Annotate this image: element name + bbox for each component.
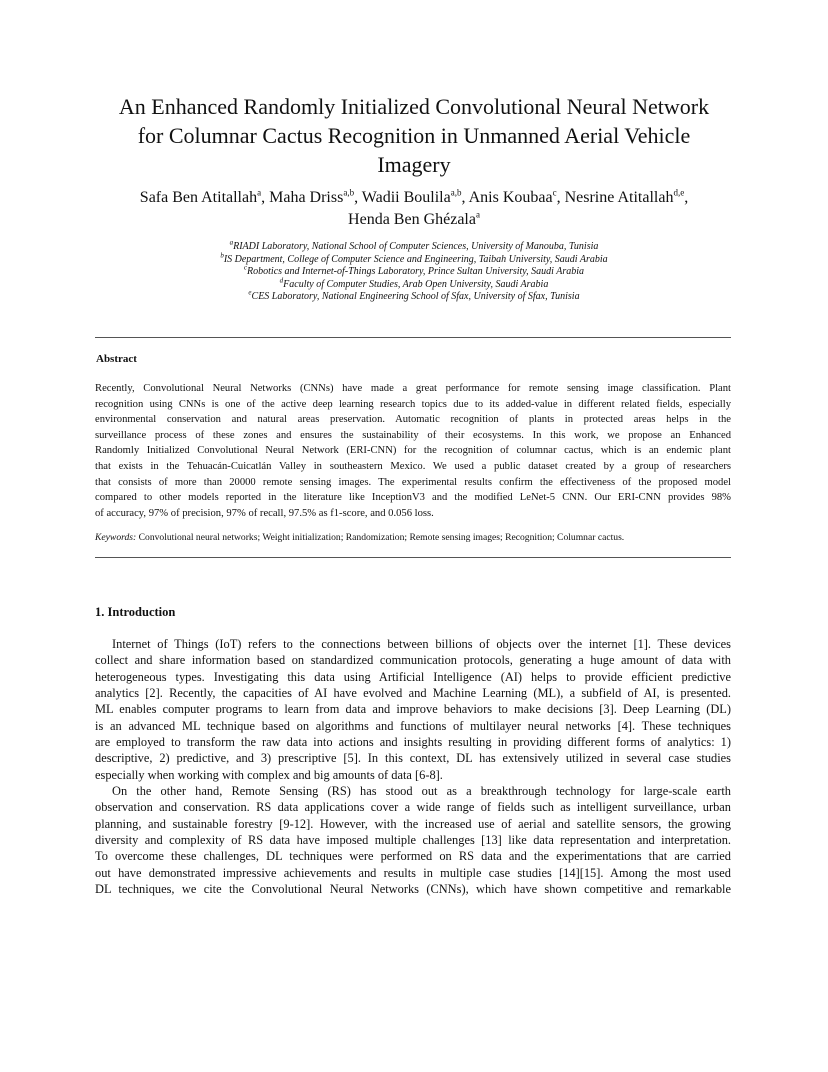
- paper-title: [60, 92, 768, 179]
- keywords: [95, 532, 624, 543]
- abstract-line: surveillance process of these zones and ensures the sustainability of their ecosystems. In this work, we propose an Enhanced: [95, 429, 731, 441]
- author-list: [60, 187, 768, 231]
- abstract-line: of accuracy, 97% of precision, 97% of recall, 97.5% as f1-score, and 0.056 loss.: [95, 507, 434, 519]
- paragraph-line: especially when working with complex and big amounts of data [6-8].: [95, 767, 443, 782]
- abstract-line: that exists in the Tehuacán-Cuicatlán Valley in southeastern Mexico. We used a public dataset created by a group of researchers: [95, 460, 731, 472]
- author-separator: ,: [556, 189, 565, 206]
- abstract-line: compared to other models reported in the literature like InceptionV3 and the modified LeNet-5 CNN. Our ERI-CNN provides 98%: [95, 492, 731, 504]
- affiliation-item: [60, 291, 768, 304]
- affiliation-mark: e: [248, 289, 252, 298]
- author-name: Wadii Boulila: [361, 189, 451, 206]
- author-name: Maha Driss: [269, 189, 344, 206]
- affiliation-item: [60, 263, 768, 279]
- affiliation-list: [60, 238, 768, 304]
- author-separator: ,: [684, 189, 689, 206]
- keywords-text: Convolutional neural networks; Weight initialization; Randomization; Remote sensing images; Recognition; Columnar cactus.: [136, 532, 625, 543]
- paragraph-line: are employed to transform the raw data into actions and insights resulting in providing different forms of analytics: 1): [95, 735, 731, 750]
- title-line: Imagery: [377, 152, 451, 177]
- affiliation-text: RIADI Laboratory, National School of Computer Sciences, University of Manouba, Tunisia: [233, 241, 599, 252]
- author-affiliation-mark: a,b: [450, 187, 462, 198]
- abstract-line: Recently, Convolutional Neural Networks (CNNs) have made a great performance for remote sensing image classification. Plant: [95, 383, 731, 394]
- affiliation-text: CES Laboratory, National Engineering School of Sfax, University of Sfax, Tunisia: [251, 291, 580, 303]
- author-affiliation-mark: a,b: [343, 187, 355, 198]
- affiliation-item: [60, 238, 768, 254]
- author-name: Safa Ben Atitallah: [139, 189, 258, 206]
- author-affiliation-mark: d,e: [673, 187, 685, 198]
- author-separator: ,: [261, 189, 270, 206]
- paragraph-line: planning, and sustainable forestry [9-12]. However, with the increased use of aerial and satellite sensors, the growing: [95, 816, 731, 831]
- author-affiliation-mark: c: [552, 187, 557, 198]
- author-name: Nesrine Atitallah: [564, 189, 674, 206]
- abstract-heading: Abstract: [96, 353, 137, 365]
- title-line: An Enhanced Randomly Initialized Convolutional Neural Network: [118, 94, 710, 119]
- introduction-body: [95, 636, 731, 898]
- author-affiliation-mark: a: [475, 209, 480, 220]
- abstract-top-divider: [95, 337, 731, 338]
- abstract-line: Randomly Initialized Convolutional Neural Network (ERI-CNN) for the recognition of columnar cactus, which is an endemic plant: [95, 445, 731, 457]
- paragraph-line: diversity and complexity of RS data have imposed multiple challenges [13] like data representation and interpretation.: [95, 833, 731, 848]
- author-affiliation-mark: a: [257, 187, 262, 198]
- paragraph-line: heterogeneous types. Investigating this data using Artificial Intelligence (AI) helps to provide efficient predictive: [95, 669, 731, 684]
- affiliation-mark: c: [243, 263, 248, 272]
- author-name: Anis Koubaa: [468, 189, 553, 206]
- affiliation-mark: b: [220, 251, 224, 260]
- affiliation-mark: d: [279, 276, 284, 285]
- paragraph-line: out have demonstrated impressive achievements and results in multiple case studies [14][15]. Among the most used: [95, 865, 731, 880]
- title-line: for Columnar Cactus Recognition in Unmanned Aerial Vehicle: [137, 123, 691, 148]
- paragraph-line: To overcome these challenges, DL techniques were performed on RS data and the experimentations that are carried: [95, 849, 731, 864]
- paragraph-line: analytics [2]. Recently, the capacities of AI have evolved and Machine Learning (ML), a subfield of AI, is presented.: [95, 686, 731, 701]
- section-heading-introduction: 1. Introduction: [95, 605, 176, 619]
- author-name: Henda Ben Ghézala: [348, 211, 476, 228]
- abstract-bottom-divider: [95, 557, 731, 558]
- paragraph-line: Internet of Things (IoT) refers to the connections between billions of objects over the internet [1]. These devices: [112, 637, 731, 651]
- paragraph-line: is an advanced ML technique based on algorithms and functions of multilayer neural networks [4]. These techniques: [95, 718, 731, 733]
- abstract-line: environmental conservation and natural areas preservation. Automatic recognition of plants in protected areas helps in the: [95, 414, 731, 426]
- affiliation-item: [60, 276, 768, 292]
- paragraph-line: ML enables computer programs to learn from data and improve behaviors to make decisions [3]. Deep Learning (DL): [95, 702, 731, 717]
- abstract-body: [95, 381, 731, 521]
- paragraph-line: On the other hand, Remote Sensing (RS) has stood out as a breakthrough technology for large-scale earth: [112, 784, 731, 799]
- paragraph-line: observation and conservation. RS data applications cover a wide range of fields such as intelligent surveillance, urban: [95, 800, 731, 815]
- paragraph-line: descriptive, 2) predictive, and 3) prescriptive [5]. In this context, DL has extensively utilized in several case studies: [95, 751, 731, 766]
- author-separator: ,: [461, 189, 469, 206]
- abstract-line: that consists of more than 20000 remote sensing images. The experimental results confirm the effectiveness of the proposed model: [95, 476, 731, 488]
- paragraph-line: DL techniques, we cite the Convolutional Neural Networks (CNNs), which have shown competitive and remarkable: [95, 882, 731, 897]
- keywords-label: Keywords:: [95, 532, 137, 543]
- affiliation-text: IS Department, College of Computer Science and Engineering, Taibah University, Saudi Arabia: [223, 253, 608, 265]
- author-line: [60, 209, 768, 231]
- affiliation-mark: a: [229, 238, 234, 247]
- affiliation-item: [60, 251, 768, 267]
- affiliation-text: Faculty of Computer Studies, Arab Open University, Saudi Arabia: [283, 278, 549, 290]
- author-line: [60, 187, 768, 209]
- abstract-line: recognition using CNNs is one of the active deep learning research topics due to its added-value in different related fields, especially: [95, 398, 731, 410]
- author-separator: ,: [354, 189, 362, 206]
- affiliation-text: Robotics and Internet-of-Things Laboratory, Prince Sultan University, Saudi Arabia: [247, 266, 585, 278]
- paragraph-line: collect and share information based on standardized communication protocols, generating a huge amount of data with: [95, 653, 731, 668]
